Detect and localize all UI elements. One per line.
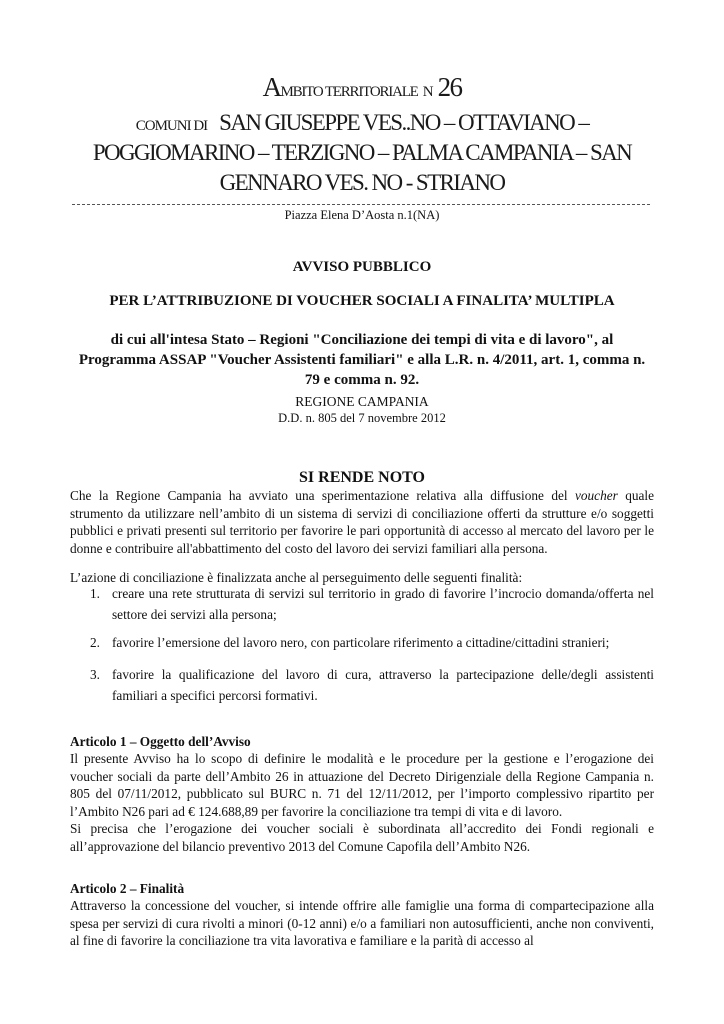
articolo-1-body [70, 750, 654, 855]
list-item-text: favorire l’emersione del lavoro nero, con particolare riferimento a cittadine/cittadini stranieri; [112, 635, 610, 650]
header-comuni-names-3: GENNARO VES. NO - STRIANO [219, 170, 505, 195]
title-attribuzione: PER L’ATTRIBUZIONE DI VOUCHER SOCIALI A FINALITA’ MULTIPLA [109, 293, 615, 309]
header-ambito-n: N [422, 84, 433, 100]
title-intesa [30, 330, 694, 390]
header-comuni-line [0, 110, 724, 136]
list-item-number: 1. [90, 586, 100, 601]
header-ambito-number: 26 [437, 72, 462, 102]
articolo-2-body [70, 897, 654, 950]
header-ambito-label: MBITO TERRITORIALE [280, 84, 418, 100]
p1-text-b: quale strumento da utilizzare nell’ambito di un sistema di servizi di conciliazione offerti da strutture e/o soggetti pubblici e privati presenti sul territorio per favorire le pari opportunità di accesso al mercato del lavoro per le donne e contribuire all'abbattimento del costo del lavoro dei servizi familiari alla persona. [70, 488, 655, 556]
articolo-1-paragraph-1: Il presente Avviso ha lo scopo di definire le modalità e le procedure per la gestione e l’erogazione dei voucher sociali da parte dell’Ambito 26 in attuazione del Decreto Dirigenziale della Regione Campania n. 805 del 07/11/2012, pubblicato sul BURC n. 71 del 12/11/2012, per l’importo complessivo ripartito per l’Ambito N26 pari ad € 124.688,89 per favorire la conciliazione tra tempi di vita e di lavoro. [70, 751, 654, 819]
title-avviso: AVVISO PUBBLICO [292, 259, 432, 275]
header-comuni-label: COMUNI DI [135, 118, 208, 134]
rende-noto-paragraph-1 [70, 487, 654, 557]
articolo-2-heading: Articolo 2 – Finalità [70, 881, 185, 896]
header-comuni-names-1: SAN GIUSEPPE VES..NO – OTTAVIANO – [219, 110, 589, 135]
list-item-text: favorire la qualificazione del lavoro di cura, attraverso la partecipazione delle/degli assistenti familiari a specifici percorsi formativi. [112, 667, 654, 703]
list-item-number: 2. [90, 635, 100, 650]
p1-text-a: Che la Regione Campania ha avviato una sperimentazione relativa alla diffusione del [70, 488, 575, 503]
rende-noto-paragraph-2: L’azione di conciliazione è finalizzata anche al perseguimento delle seguenti finalità: [70, 570, 523, 585]
header-address: Piazza Elena D’Aosta n.1(NA) [284, 208, 440, 222]
rende-noto-heading: SI RENDE NOTO [299, 469, 425, 486]
p1-text-italic: voucher [574, 488, 618, 503]
header-ambito [0, 72, 724, 103]
articolo-2-paragraph-1: Attraverso la concessione del voucher, si intende offrire alle famiglie una forma di compartecipazione alla spesa per servizi di cura rivolti a minori (0-12 anni) e/o a familiari non autosufficienti, anche non conviventi, al fine di favorire la conciliazione tra vita lavorativa e familiare e la parità di accesso al [70, 898, 654, 948]
articolo-1-heading: Articolo 1 – Oggetto dell’Avviso [70, 734, 251, 749]
list-item-number: 3. [90, 667, 100, 682]
title-intesa-line-3: 79 e comma n. 92. [304, 372, 420, 388]
title-intesa-line-1: di cui all'intesa Stato – Regioni "Conciliazione dei tempi di vita e di lavoro", al [110, 332, 614, 348]
title-intesa-line-2: Programma ASSAP "Voucher Assistenti familiari" e alla L.R. n. 4/2011, art. 1, comma n. [78, 352, 646, 368]
articolo-1-paragraph-2: Si precisa che l’erogazione dei voucher sociali è subordinata all’accredito dei Fondi regionali e all’approvazione del bilancio preventivo 2013 del Comune Capofila dell’Ambito N26. [70, 821, 654, 854]
title-regione: REGIONE CAMPANIA [295, 394, 429, 409]
header-divider [72, 204, 650, 205]
title-decreto: D.D. n. 805 del 7 novembre 2012 [278, 411, 446, 425]
header-comuni-names-2: POGGIOMARINO – TERZIGNO – PALMA CAMPANIA – SAN [92, 140, 632, 165]
header-ambito-initial: A [262, 72, 281, 102]
list-item-text: creare una rete strutturata di servizi sul territorio in grado di favorire l’incrocio domanda/offerta nel settore dei servizi alla persona; [112, 586, 654, 622]
